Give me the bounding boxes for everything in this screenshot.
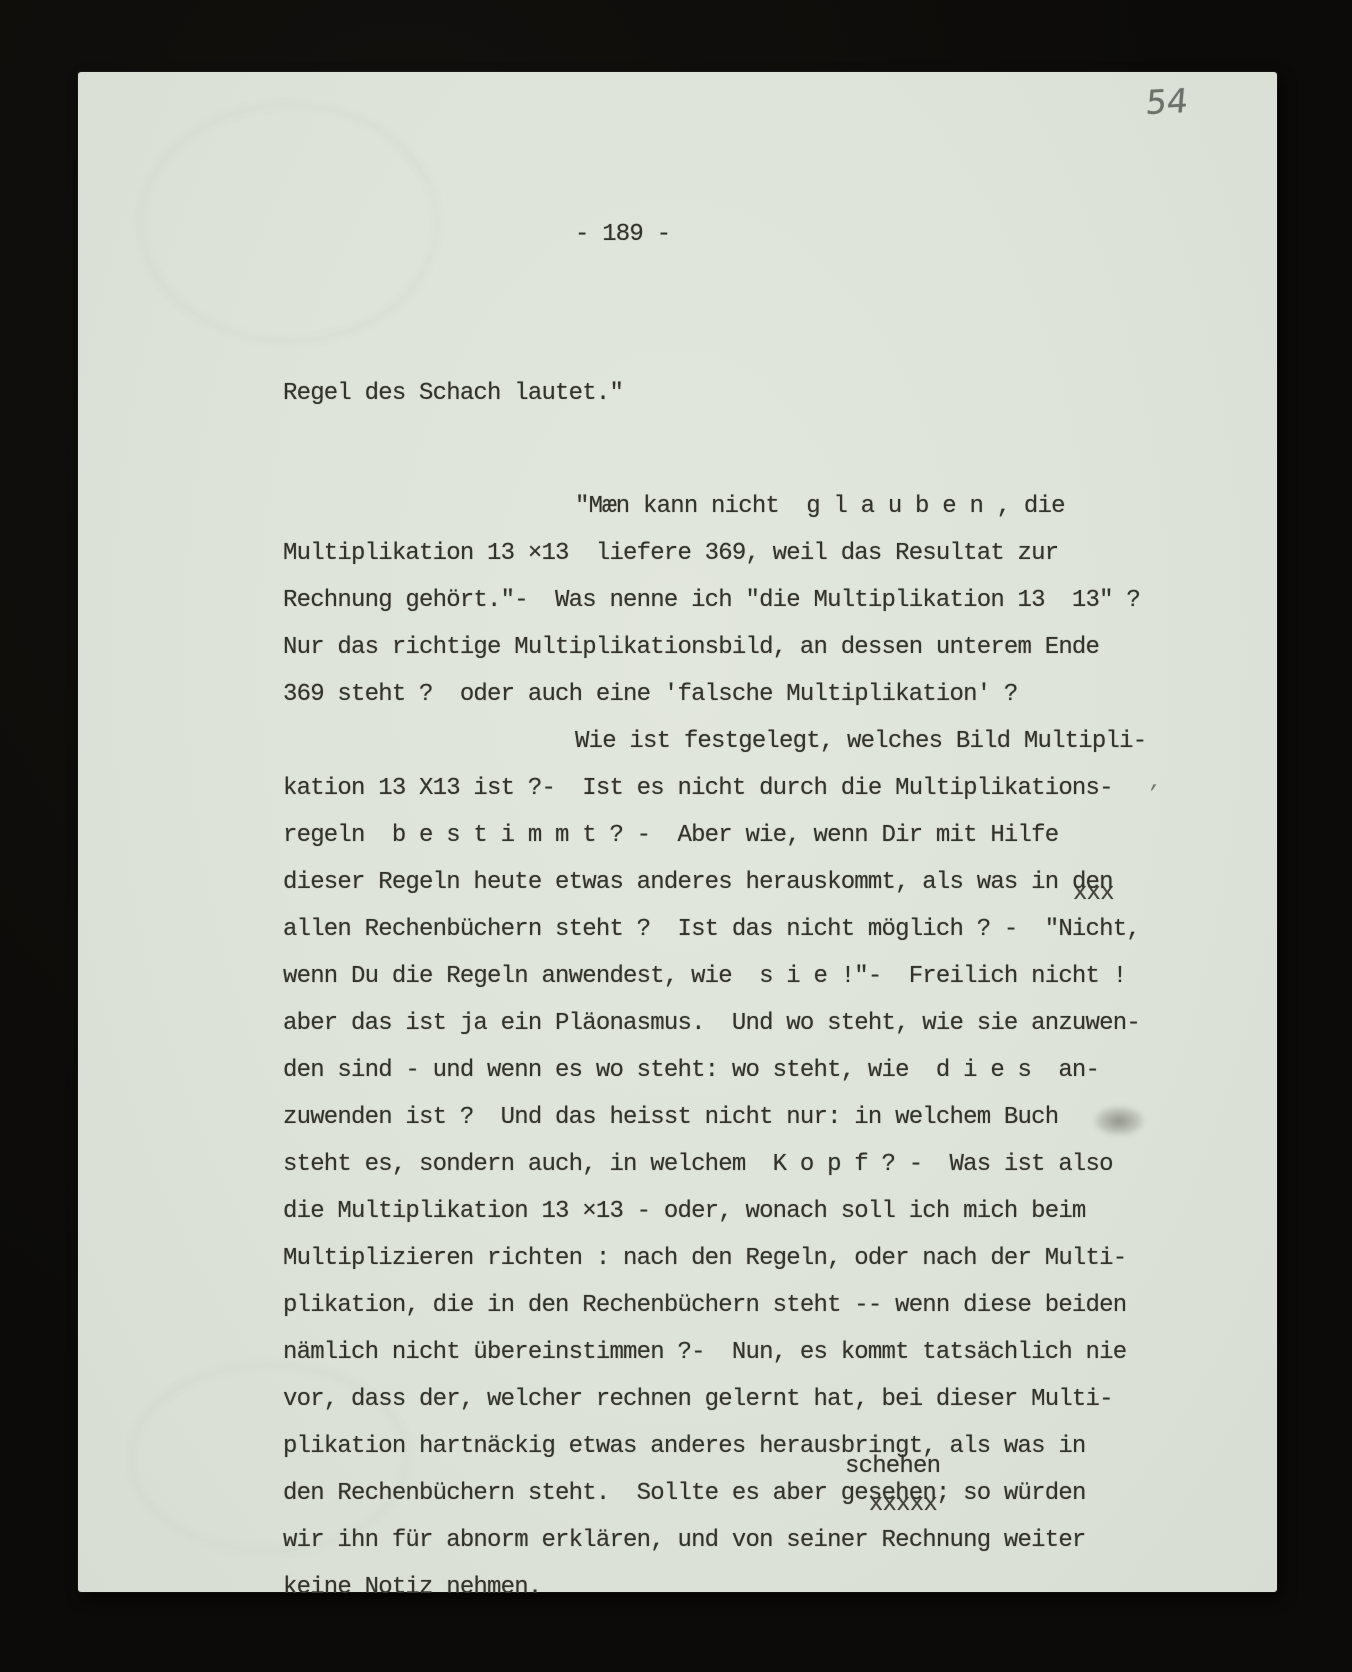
text-line xyxy=(283,812,1243,859)
text-line xyxy=(283,483,1243,530)
text-line xyxy=(283,1329,1243,1376)
text-segment: plikation, die in den Rechenbüchern steht -- wenn diese beiden xyxy=(283,1292,1127,1319)
text-line xyxy=(283,1094,1243,1141)
text-segment: 369 steht ? oder auch eine 'falsche Multiplikation' ? xyxy=(283,681,1018,708)
page-number: - 189 - xyxy=(575,221,671,248)
text-line xyxy=(283,370,1243,417)
text-line xyxy=(283,1282,1243,1329)
text-line xyxy=(283,1453,1243,1517)
text-segment: Regel des Schach lautet." xyxy=(283,380,624,407)
pencil-margin-mark: ’ xyxy=(1144,781,1161,808)
text-segment: "Mæn kann nicht g l a u b e n , die xyxy=(575,493,1065,520)
text-segment: keine Notiz nehmen. xyxy=(283,1574,542,1601)
text-segment: Nur das richtige Multiplikationsbild, an dessen unterem Ende xyxy=(283,634,1100,661)
text-segment: aber das ist ja ein Pläonasmus. Und wo steht, wie sie anzuwen- xyxy=(283,1010,1140,1037)
text-line xyxy=(283,765,1243,812)
interlinear-insertion: schehen xyxy=(845,1453,941,1480)
text-line xyxy=(283,1517,1243,1564)
text-segment: plikation hartnäckig etwas anderes herausbringt, als was in xyxy=(283,1433,1086,1460)
text-segment: nämlich nicht übereinstimmen ?- Nun, es kommt tatsächlich nie xyxy=(283,1339,1127,1366)
typescript-page xyxy=(78,72,1277,1601)
text-segment: wir ihn für abnorm erklären, und von seiner Rechnung weiter xyxy=(283,1527,1086,1554)
text-line xyxy=(283,1376,1243,1423)
text-segment: vor, dass der, welcher rechnen gelernt hat, bei dieser Multi- xyxy=(283,1386,1113,1413)
text-segment: allen Rechenbüchern steht ? Ist das nicht möglich ? - "Nicht, xyxy=(283,916,1140,943)
text-segment: Rechnung gehört."- Was nenne ich "die Multiplikation 13 13" ? xyxy=(283,587,1140,614)
text-line xyxy=(283,718,1243,765)
text-segment: Wie ist festgelegt, welches Bild Multipli- xyxy=(575,728,1147,755)
text-segment: steht es, sondern auch, in welchem K o p f ? - Was ist also xyxy=(283,1151,1113,1178)
text-segment: dieser Regeln heute etwas anderes herauskommt, als was in xyxy=(283,869,1072,896)
text-segment: zuwenden ist ? Und das heisst nicht nur: in welchem Buch xyxy=(283,1104,1059,1131)
text-line xyxy=(283,1000,1243,1047)
overstruck-text: den xxx xyxy=(1072,869,1113,896)
text-line xyxy=(283,1564,1243,1611)
text-line xyxy=(283,1423,1243,1470)
text-line xyxy=(283,953,1243,1000)
text-segment: Multiplizieren richten : nach den Regeln, oder nach der Multi- xyxy=(283,1245,1127,1272)
text-line xyxy=(283,1047,1243,1094)
text-segment: den Rechenbüchern steht. Sollte es aber ge xyxy=(283,1480,868,1507)
overstruck-text: sehen xxxxx xyxy=(868,1480,936,1507)
text-line xyxy=(283,624,1243,671)
text-line xyxy=(283,906,1243,953)
text-line xyxy=(283,530,1243,577)
text-segment: Multiplikation 13 ×13 liefere 369, weil das Resultat zur xyxy=(283,540,1059,567)
text-segment: regeln b e s t i m m t ? - Aber wie, wenn Dir mit Hilfe xyxy=(283,822,1059,849)
body-text xyxy=(283,370,1243,1611)
text-line xyxy=(283,1188,1243,1235)
text-line xyxy=(283,671,1243,718)
text-line xyxy=(283,859,1243,906)
text-line xyxy=(283,1141,1243,1188)
text-segment: wenn Du die Regeln anwendest, wie s i e !"- Freilich nicht ! xyxy=(283,963,1127,990)
text-segment: die Multiplikation 13 ×13 - oder, wonach soll ich mich beim xyxy=(283,1198,1086,1225)
text-line xyxy=(283,577,1243,624)
handwritten-folio-number: 54 xyxy=(1144,80,1190,123)
text-segment: ; so würden xyxy=(935,1480,1086,1507)
text-segment: den sind - und wenn es wo steht: wo steht, wie d i e s an- xyxy=(283,1057,1100,1084)
text-segment: kation 13 X13 ist ?- Ist es nicht durch die Multiplikations- xyxy=(283,775,1113,802)
typewritten-text-column xyxy=(283,117,1243,1672)
text-line xyxy=(283,1235,1243,1282)
